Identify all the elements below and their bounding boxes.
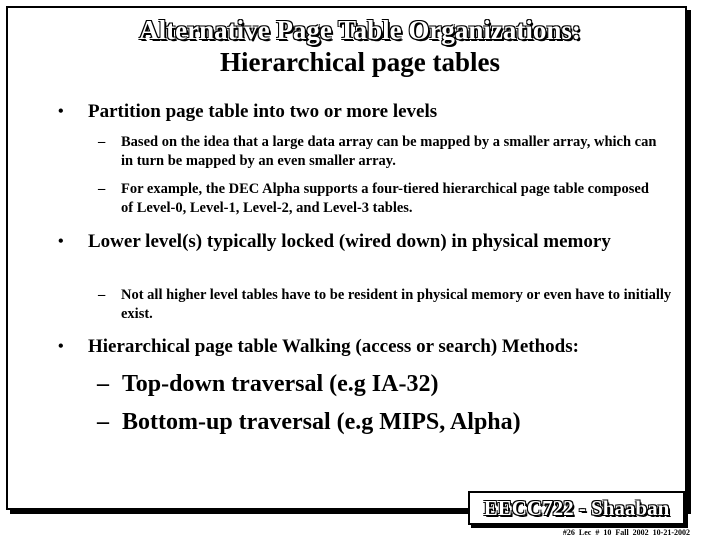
brand-label [468, 491, 685, 525]
sub-bullet-text: Based on the idea that a large data array can be mapped by a smaller array, which can in turn be mapped by an even smaller array. [121, 134, 657, 169]
sub-bullet-item [97, 369, 642, 399]
sub-bullet-item [98, 286, 686, 324]
bullet-text: Hierarchical page table Walking (access or search) Methods: [88, 336, 579, 357]
sub-bullet-text: Top-down traversal (e.g IA-32) [122, 371, 439, 397]
sub-bullet-text: Bottom-up traversal (e.g MIPS, Alpha) [122, 409, 521, 435]
dash-icon: – [98, 287, 106, 303]
bullet-dot-icon: • [58, 103, 64, 120]
dash-icon: – [97, 371, 109, 397]
sub-bullet-text: Not all higher level tables have to be resident in physical memory or even have to initially exist. [121, 287, 672, 322]
sub-bullet-text: For example, the DEC Alpha supports a four-tiered hierarchical page table composed of Level-0, Level-1, Level-2, and Level-3 tables. [121, 181, 649, 216]
bullet-text: Partition page table into two or more levels [88, 101, 438, 122]
slide-title-line1: Alternative Page Table Organizations: [139, 15, 581, 45]
bullet-item [58, 99, 648, 124]
sub-bullet-item [98, 133, 661, 171]
dash-icon: – [97, 409, 109, 435]
slide-title-line2: Hierarchical page tables [220, 47, 500, 77]
bullet-dot-icon: • [58, 338, 64, 355]
brand-text: EECC722 - Shaaban [483, 496, 670, 520]
bullet-dot-icon: • [58, 233, 64, 250]
sub-bullet-item [98, 180, 661, 218]
bullet-item [58, 229, 628, 254]
bullet-item [58, 334, 688, 359]
dash-icon: – [98, 181, 106, 197]
slide-footer: #26 Lec # 10 Fall 2002 10-21-2002 [562, 528, 690, 537]
sub-bullet-item [97, 407, 642, 437]
bullet-text: Lower level(s) typically locked (wired down) in physical memory [88, 231, 611, 252]
slide-title [0, 14, 720, 78]
dash-icon: – [98, 134, 106, 150]
